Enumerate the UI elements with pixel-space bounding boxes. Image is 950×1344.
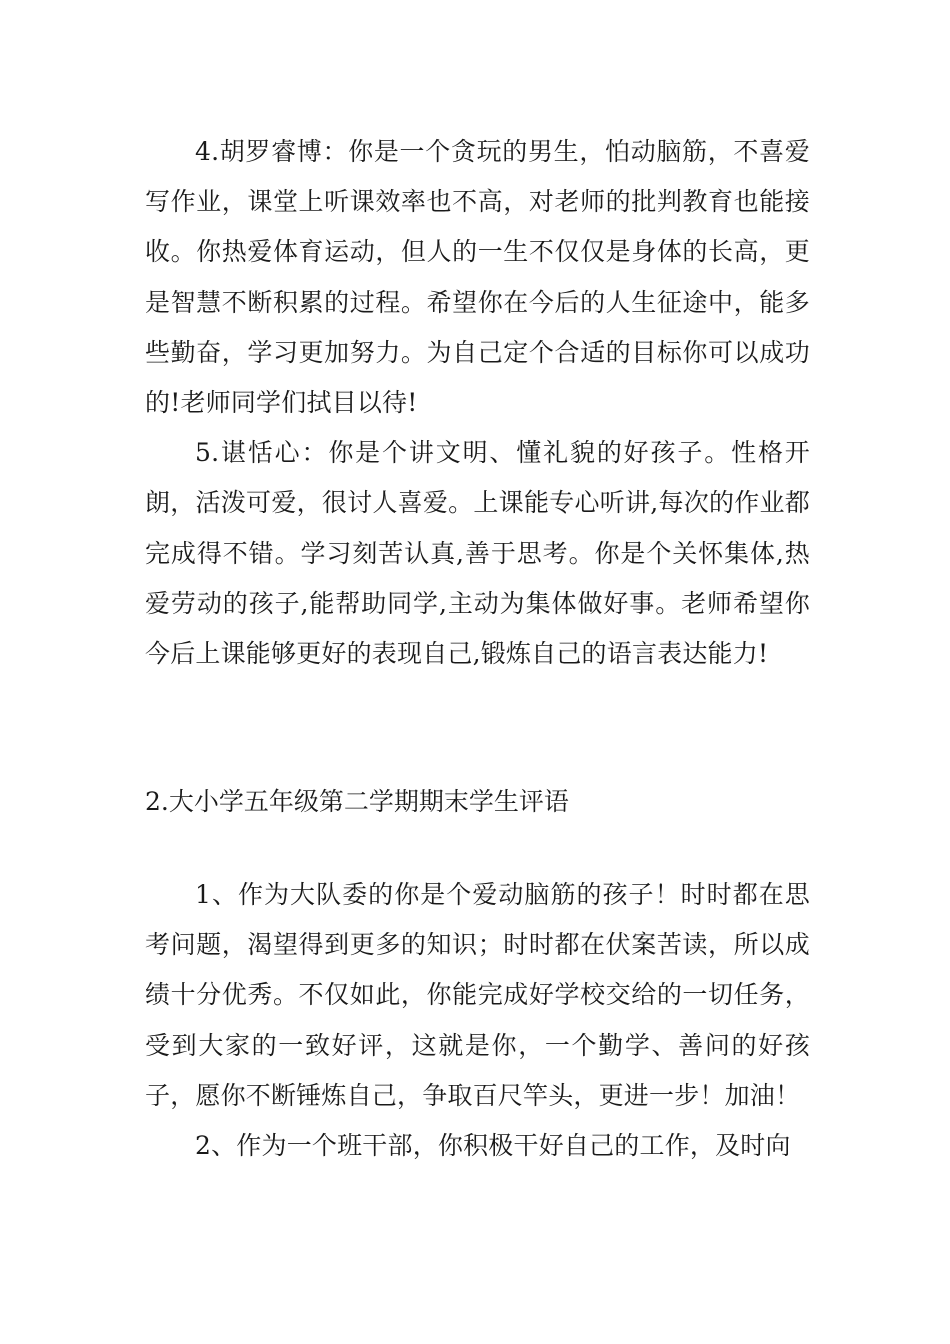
comment-paragraph-1: 1、作为大队委的你是个爱动脑筋的孩子！时时都在思考问题，渴望得到更多的知识；时时都在伏案苦读，所以成绩十分优秀。不仅如此，你能完成好学校交给的一切任务，受到大家的一致好评，这就是你，一个勤学、善问的好孩子，愿你不断锤炼自己，争取百尺竿头，更进一步！加油！ bbox=[145, 880, 810, 1110]
comment-block-top bbox=[145, 127, 810, 679]
section-heading: 2.大小学五年级第二学期期末学生评语 bbox=[145, 787, 569, 816]
comment-paragraph-4: 4.胡罗睿博：你是一个贪玩的男生，怕动脑筋，不喜爱写作业，课堂上听课效率也不高，对老师的批判教育也能接收。你热爱体育运动，但人的一生不仅仅是身体的长高，更是智慧不断积累的过程。希望你在今后的人生征途中，能多些勤奋，学习更加努力。为自己定个合适的目标你可以成功的!老师同学们拭目以待! bbox=[145, 137, 810, 418]
comment-block-bottom bbox=[145, 870, 810, 1171]
comment-paragraph-2: 2、作为一个班干部，你积极干好自己的工作，及时向 bbox=[195, 1131, 791, 1161]
comment-paragraph-5: 5.谌恬心：你是个讲文明、懂礼貌的好孩子。性格开朗，活泼可爱，很讨人喜爱。上课能专心听讲,每次的作业都完成得不错。学习刻苦认真,善于思考。你是个关怀集体,热爱劳动的孩子,能帮助同学,主动为集体做好事。老师希望你今后上课能够更好的表现自己,锻炼自己的语言表达能力! bbox=[145, 438, 810, 669]
